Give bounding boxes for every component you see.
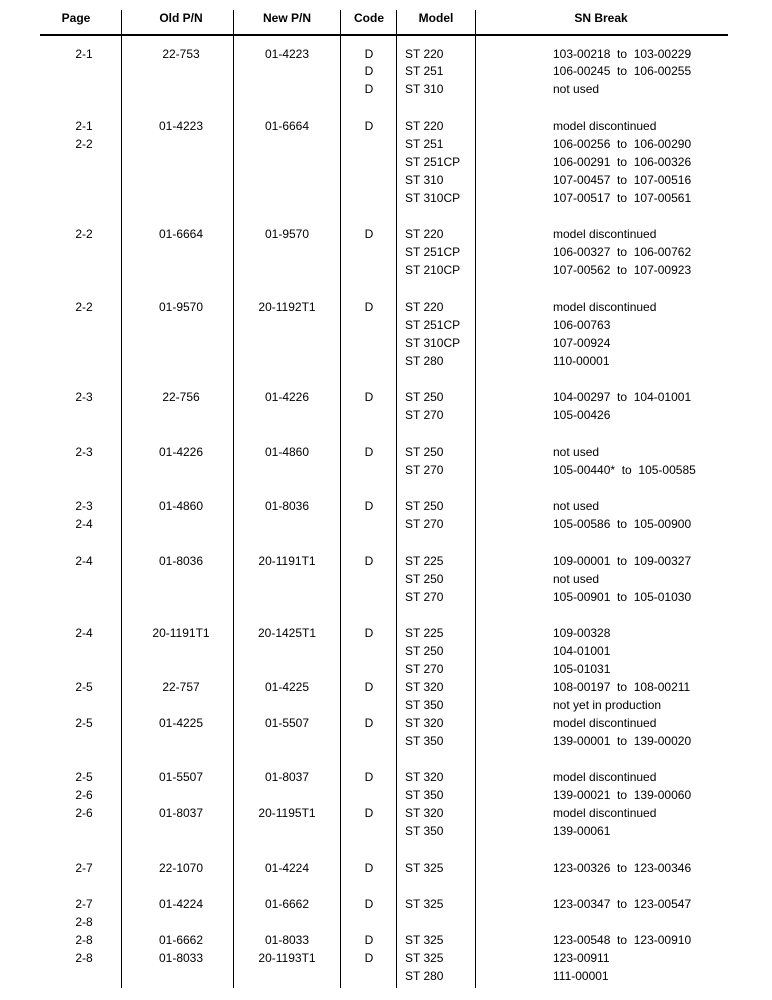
cell-page: 2-1 xyxy=(75,119,93,133)
cell-sn-break: 109-00001 to 109-00327 xyxy=(553,554,692,568)
cell-model: ST 270 xyxy=(405,463,444,477)
cell-old-pn: 01-4226 xyxy=(158,445,204,459)
cell-sn-break: model discontinued xyxy=(553,300,657,314)
cell-sn-break: 123-00326 to 123-00346 xyxy=(553,861,692,875)
column-divider xyxy=(340,10,341,988)
column-divider xyxy=(233,10,234,988)
cell-model: ST 280 xyxy=(405,969,444,983)
cell-new-pn: 01-9570 xyxy=(264,227,310,241)
cell-page: 2-7 xyxy=(75,861,93,875)
cell-page: 2-2 xyxy=(75,300,93,314)
cell-page: 2-3 xyxy=(75,390,93,404)
cell-model: ST 270 xyxy=(405,590,444,604)
header-old-pn: Old P/N xyxy=(159,11,203,25)
header-model: Model xyxy=(418,11,454,25)
cell-new-pn: 01-4223 xyxy=(264,47,310,61)
cell-page: 2-4 xyxy=(75,554,93,568)
cell-sn-break: 107-00924 xyxy=(553,336,611,350)
cell-sn-break: model discontinued xyxy=(553,119,657,133)
cell-model: ST 320 xyxy=(405,770,444,784)
cell-sn-break: model discontinued xyxy=(553,716,657,730)
cell-model: ST 270 xyxy=(405,408,444,422)
cell-sn-break: 123-00347 to 123-00547 xyxy=(553,897,692,911)
cell-sn-break: 107-00457 to 107-00516 xyxy=(553,173,692,187)
cell-sn-break: not used xyxy=(553,572,600,586)
cell-code: D xyxy=(364,300,374,314)
cell-old-pn: 01-6662 xyxy=(158,933,204,947)
cell-sn-break: 106-00256 to 106-00290 xyxy=(553,137,692,151)
cell-sn-break: 106-00763 xyxy=(553,318,611,332)
cell-sn-break: 139-00061 xyxy=(553,824,611,838)
cell-model: ST 350 xyxy=(405,698,444,712)
cell-code: D xyxy=(364,445,374,459)
cell-model: ST 220 xyxy=(405,300,444,314)
cell-sn-break: 105-00901 to 105-01030 xyxy=(553,590,692,604)
cell-sn-break: 139-00021 to 139-00060 xyxy=(553,788,692,802)
header-new-pn: New P/N xyxy=(262,11,312,25)
cell-new-pn: 01-6664 xyxy=(264,119,310,133)
cell-sn-break: 123-00548 to 123-00910 xyxy=(553,933,692,947)
cell-old-pn: 01-6664 xyxy=(158,227,204,241)
cell-page: 2-6 xyxy=(75,806,93,820)
cell-sn-break: 107-00517 to 107-00561 xyxy=(553,191,692,205)
cell-sn-break: model discontinued xyxy=(553,806,657,820)
cell-code: D xyxy=(364,47,374,61)
cell-old-pn: 20-1191T1 xyxy=(152,626,210,640)
cell-sn-break: 103-00218 to 103-00229 xyxy=(553,47,692,61)
cell-sn-break: 105-00586 to 105-00900 xyxy=(553,517,692,531)
cell-sn-break: 105-00440* to 105-00585 xyxy=(553,463,696,477)
cell-model: ST 251CP xyxy=(405,245,461,259)
cell-model: ST 225 xyxy=(405,554,444,568)
cell-old-pn: 01-5507 xyxy=(158,770,204,784)
cell-page: 2-1 xyxy=(75,47,93,61)
cell-old-pn: 22-753 xyxy=(162,47,200,61)
cell-page: 2-5 xyxy=(75,770,93,784)
cell-new-pn: 20-1425T1 xyxy=(257,626,317,640)
cell-sn-break: 111-00001 xyxy=(553,969,609,983)
cell-sn-break: not yet in production xyxy=(553,698,662,712)
cell-model: ST 210CP xyxy=(405,263,461,277)
cell-page: 2-5 xyxy=(75,716,93,730)
cell-old-pn: 01-8036 xyxy=(158,554,204,568)
cell-sn-break: 123-00911 xyxy=(553,951,610,965)
column-divider xyxy=(396,10,397,988)
cell-page: 2-3 xyxy=(75,445,93,459)
cell-model: ST 320 xyxy=(405,716,444,730)
cell-model: ST 310 xyxy=(405,82,444,96)
cell-new-pn: 20-1191T1 xyxy=(258,554,316,568)
cell-sn-break: 108-00197 to 108-00211 xyxy=(553,680,691,694)
cell-model: ST 310 xyxy=(405,173,444,187)
cell-code: D xyxy=(364,806,374,820)
cell-page: 2-5 xyxy=(75,680,93,694)
cell-sn-break: 139-00001 to 139-00020 xyxy=(553,734,692,748)
cell-code: D xyxy=(364,626,374,640)
header-rule xyxy=(40,34,728,36)
cell-page: 2-6 xyxy=(75,788,93,802)
cell-new-pn: 01-8033 xyxy=(264,933,310,947)
cell-old-pn: 22-756 xyxy=(162,390,200,404)
cell-code: D xyxy=(364,716,374,730)
cell-code: D xyxy=(364,861,374,875)
cell-old-pn: 01-9570 xyxy=(158,300,204,314)
cell-new-pn: 01-4224 xyxy=(264,861,310,875)
cell-new-pn: 01-8036 xyxy=(264,499,310,513)
cell-code: D xyxy=(364,770,374,784)
cell-sn-break: 104-00297 to 104-01001 xyxy=(553,390,692,404)
cell-sn-break: 106-00291 to 106-00326 xyxy=(553,155,692,169)
cell-model: ST 250 xyxy=(405,445,444,459)
cell-code: D xyxy=(364,933,374,947)
cell-new-pn: 01-6662 xyxy=(264,897,310,911)
cell-old-pn: 01-8033 xyxy=(158,951,204,965)
cell-code: D xyxy=(364,227,374,241)
cell-new-pn: 01-8037 xyxy=(264,770,310,784)
cell-page: 2-8 xyxy=(75,933,93,947)
cell-model: ST 250 xyxy=(405,499,444,513)
cell-sn-break: 106-00245 to 106-00255 xyxy=(553,64,692,78)
cell-sn-break: 105-01031 xyxy=(553,662,611,676)
cell-model: ST 350 xyxy=(405,824,444,838)
cell-model: ST 250 xyxy=(405,390,444,404)
cell-code: D xyxy=(364,897,374,911)
cell-old-pn: 22-1070 xyxy=(158,861,204,875)
cell-page: 2-2 xyxy=(75,227,93,241)
header-code: Code xyxy=(354,11,384,25)
cell-sn-break: 110-00001 xyxy=(553,354,610,368)
cell-model: ST 250 xyxy=(405,644,444,658)
cell-code: D xyxy=(364,119,374,133)
cell-model: ST 251 xyxy=(405,64,444,78)
cell-code: D xyxy=(364,82,374,96)
column-divider xyxy=(121,10,122,988)
cell-model: ST 251CP xyxy=(405,155,461,169)
cell-model: ST 325 xyxy=(405,861,444,875)
cell-code: D xyxy=(364,390,374,404)
cell-model: ST 350 xyxy=(405,788,444,802)
header-sn-break: SN Break xyxy=(574,11,628,25)
cell-old-pn: 22-757 xyxy=(162,680,200,694)
cell-model: ST 270 xyxy=(405,517,444,531)
cell-code: D xyxy=(364,951,374,965)
cell-sn-break: 109-00328 xyxy=(553,626,611,640)
cell-code: D xyxy=(364,499,374,513)
cell-code: D xyxy=(364,554,374,568)
cell-model: ST 320 xyxy=(405,806,444,820)
cell-page: 2-8 xyxy=(75,951,93,965)
cell-page: 2-3 xyxy=(75,499,93,513)
cell-model: ST 251CP xyxy=(405,318,461,332)
cell-model: ST 325 xyxy=(405,897,444,911)
cell-model: ST 325 xyxy=(405,951,444,965)
cell-old-pn: 01-4860 xyxy=(158,499,204,513)
cell-page: 2-7 xyxy=(75,897,93,911)
cell-old-pn: 01-8037 xyxy=(158,806,204,820)
cell-code: D xyxy=(364,680,374,694)
cell-new-pn: 20-1193T1 xyxy=(258,951,316,965)
cell-page: 2-2 xyxy=(75,137,93,151)
cell-model: ST 320 xyxy=(405,680,444,694)
cell-code: D xyxy=(364,64,374,78)
cell-model: ST 225 xyxy=(405,626,444,640)
header-page: Page xyxy=(61,11,91,25)
cell-sn-break: 105-00426 xyxy=(553,408,611,422)
cell-model: ST 270 xyxy=(405,662,444,676)
cell-sn-break: model discontinued xyxy=(553,227,657,241)
cell-model: ST 220 xyxy=(405,119,444,133)
cell-model: ST 280 xyxy=(405,354,444,368)
cell-sn-break: 104-01001 xyxy=(553,644,611,658)
cell-new-pn: 01-4860 xyxy=(264,445,310,459)
cell-sn-break: model discontinued xyxy=(553,770,657,784)
cell-new-pn: 01-4225 xyxy=(264,680,310,694)
cell-model: ST 220 xyxy=(405,47,444,61)
cell-model: ST 310CP xyxy=(405,191,461,205)
cell-new-pn: 01-4226 xyxy=(264,390,310,404)
cell-sn-break: not used xyxy=(553,445,600,459)
cell-model: ST 250 xyxy=(405,572,444,586)
cell-old-pn: 01-4223 xyxy=(158,119,204,133)
cell-page: 2-8 xyxy=(75,915,93,929)
cell-page: 2-4 xyxy=(75,517,93,531)
cell-model: ST 220 xyxy=(405,227,444,241)
cell-model: ST 251 xyxy=(405,137,444,151)
cell-sn-break: 106-00327 to 106-00762 xyxy=(553,245,692,259)
cell-model: ST 350 xyxy=(405,734,444,748)
cell-model: ST 310CP xyxy=(405,336,461,350)
cell-sn-break: 107-00562 to 107-00923 xyxy=(553,263,692,277)
cell-new-pn: 01-5507 xyxy=(264,716,310,730)
cell-sn-break: not used xyxy=(553,499,600,513)
cell-new-pn: 20-1195T1 xyxy=(258,806,316,820)
cell-old-pn: 01-4225 xyxy=(158,716,204,730)
cell-new-pn: 20-1192T1 xyxy=(258,300,316,314)
cell-page: 2-4 xyxy=(75,626,93,640)
cell-model: ST 325 xyxy=(405,933,444,947)
cell-old-pn: 01-4224 xyxy=(158,897,204,911)
column-divider xyxy=(475,10,476,988)
cell-sn-break: not used xyxy=(553,82,600,96)
